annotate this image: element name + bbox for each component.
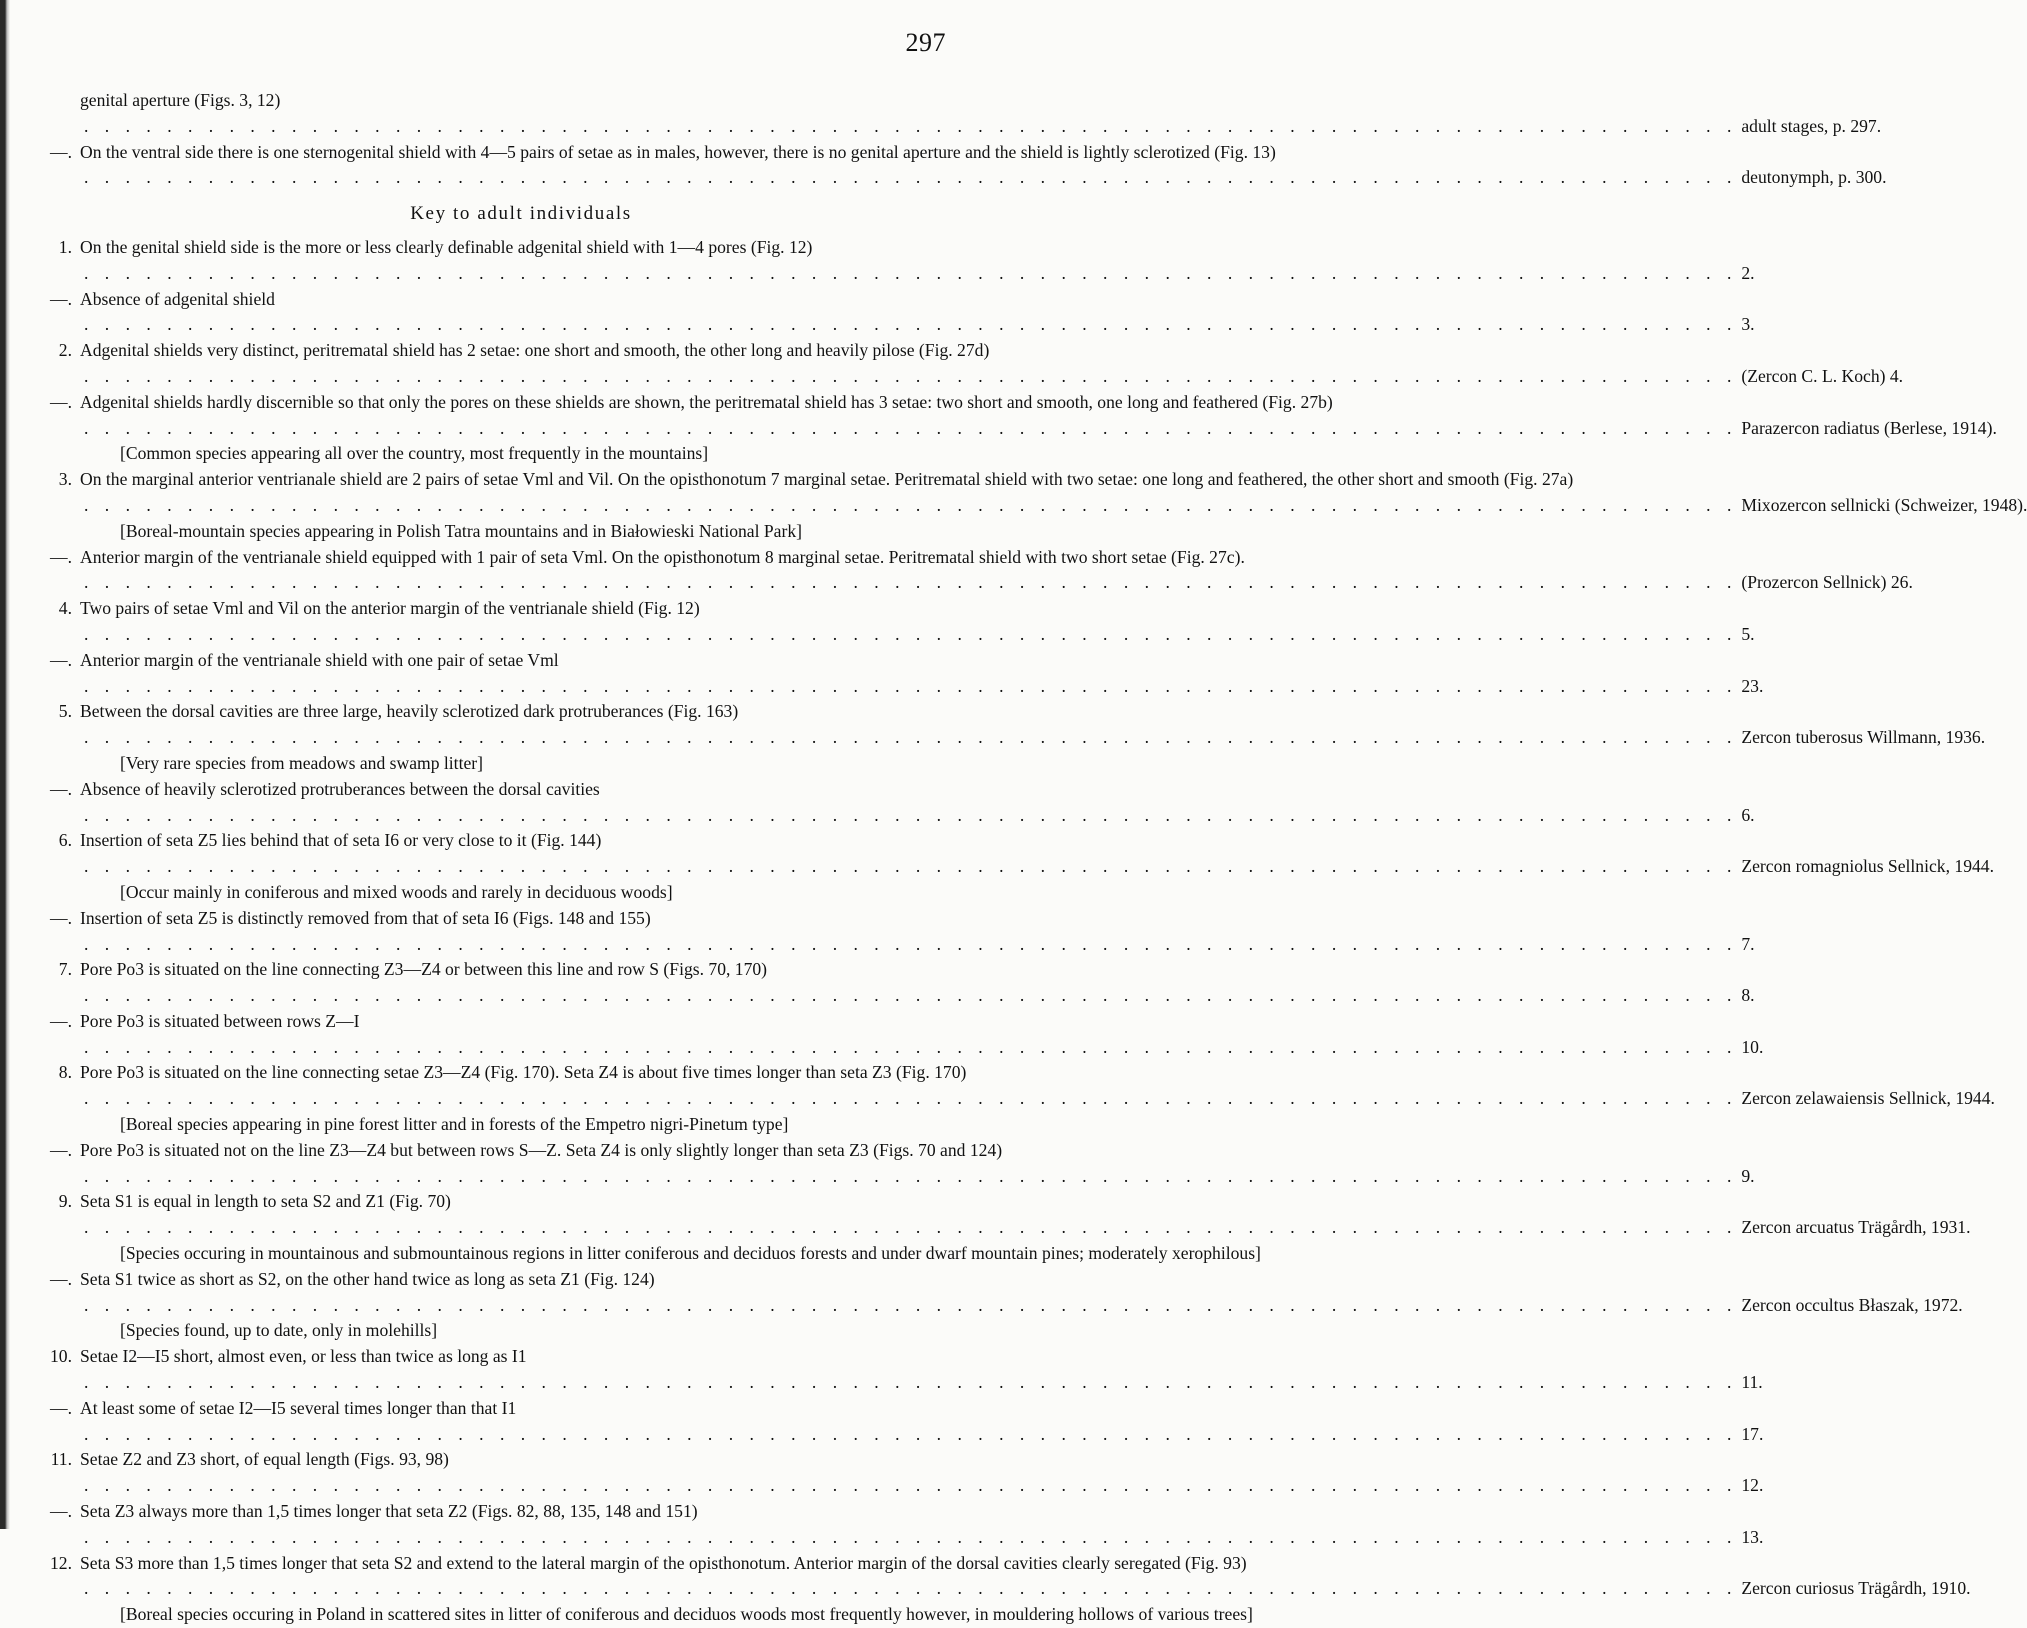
entry-body [80, 1447, 1763, 1499]
entry-number: 12. [50, 1552, 72, 1573]
entry-leader-line [80, 803, 1755, 829]
entry-number: 5. [58, 701, 72, 722]
entry-number [30, 88, 80, 140]
entry-note: [Common species appearing all over the country, most frequently in the mountains] [120, 443, 709, 464]
key-entry [30, 287, 1755, 339]
entry-text: Seta S3 more than 1,5 times longer that seta S2 and extend to the lateral margin of the opisthonotum. Anterior margin of the dorsal cavities clearly seregated (Fig. 93) [80, 1552, 1247, 1573]
leader-dots: . . . . . . . . . . . . . . . . . . . . . . . . . . . . . . . . . . . . . . . . . . . . . . . . . . . . . . . . . . . . . . . . . . . . . . . . . . . . . . . . [84, 856, 1738, 877]
key-entry [30, 699, 1986, 776]
entry-number: —. [50, 546, 72, 567]
entry-number: —. [50, 1010, 72, 1031]
entry-body [80, 287, 1755, 339]
entry-text: Two pairs of setae Vml and Vil on the anterior margin of the ventrianale shield (Fig. 12) [80, 598, 700, 619]
entry-text: Adgenital shields hardly discernible so that only the pores on these shields are shown, the peritrematal shield has 3 setae: two short and smooth, one long and feathered (Fig. 27b) [80, 391, 1333, 412]
key-entry [30, 906, 1755, 958]
entry-number: 1. [58, 236, 72, 257]
entry-text: Absence of heavily sclerotized protruberances between the dorsal cavities [80, 778, 600, 799]
entry-note: [Boreal-mountain species appearing in Polish Tatra mountains and in Białowieski National Park] [120, 520, 803, 541]
entry-reference: 5. [1741, 623, 1755, 644]
entry-leader-line [80, 114, 1881, 140]
leader-dots: . . . . . . . . . . . . . . . . . . . . . . . . . . . . . . . . . . . . . . . . . . . . . . . . . . . . . . . . . . . . . . . . . . . . . . . . . . . . . . . . [84, 1088, 1738, 1109]
entry-leader-line [80, 570, 1913, 596]
entry-leader-line [80, 854, 1994, 880]
key-entry [30, 1499, 1764, 1551]
leader-dots: . . . . . . . . . . . . . . . . . . . . . . . . . . . . . . . . . . . . . . . . . . . . . . . . . . . . . . . . . . . . . . . . . . . . . . . . . . . . . . . . [84, 1423, 1738, 1444]
entry-leader-line [80, 1293, 1963, 1319]
entry-note: [Very rare species from meadows and swamp litter] [120, 752, 483, 773]
entry-reference: 7. [1741, 933, 1755, 954]
entry-text: Pore Po3 is situated on the line connecting setae Z3—Z4 (Fig. 170). Seta Z4 is about five times longer than seta Z3 (Fig. 170) [80, 1062, 967, 1083]
entry-body [80, 906, 1755, 958]
entry-body [80, 467, 2027, 544]
key-entry [30, 596, 1755, 648]
entry-text: On the ventral side there is one sternogenital shield with 4—5 pairs of setae as in males, however, there is no genital aperture and the shield is lightly sclerotized (Fig. 13) [80, 141, 1276, 162]
entry-reference: 8. [1741, 985, 1755, 1006]
entry-leader-line [80, 983, 1755, 1009]
entry-leader-line [80, 493, 2027, 519]
entry-reference: Zercon tuberosus Willmann, 1936. [1741, 727, 1986, 748]
entry-body [80, 699, 1985, 776]
entry-text: Insertion of seta Z5 is distinctly removed from that of seta I6 (Figs. 148 and 155) [80, 907, 651, 928]
key-entry [30, 1009, 1764, 1061]
key-entry [30, 1138, 1755, 1190]
leader-dots: . . . . . . . . . . . . . . . . . . . . . . . . . . . . . . . . . . . . . . . . . . . . . . . . . . . . . . . . . . . . . . . . . . . . . . . . . . . . . . . . [84, 675, 1738, 696]
entry-text: Seta S1 is equal in length to seta S2 and Z1 (Fig. 70) [80, 1191, 451, 1212]
leader-dots: . . . . . . . . . . . . . . . . . . . . . . . . . . . . . . . . . . . . . . . . . . . . . . . . . . . . . . . . . . . . . . . . . . . . . . . . . . . . . . . . [84, 1475, 1738, 1496]
entry-leader-line [80, 1422, 1763, 1448]
key-entry [30, 1396, 1764, 1448]
key-entry [30, 235, 1755, 287]
leader-dots: . . . . . . . . . . . . . . . . . . . . . . . . . . . . . . . . . . . . . . . . . . . . . . . . . . . . . . . . . . . . . . . . . . . . . . . . . . . . . . . . [84, 985, 1738, 1006]
entry-reference: 10. [1741, 1036, 1764, 1057]
entry-leader-line [80, 312, 1755, 338]
page-number: 297 [905, 28, 946, 57]
entry-text: Adgenital shields very distinct, peritrematal shield has 2 setae: one short and smooth, the other long and heavily pilose (Fig. 27d) [80, 340, 990, 361]
leader-dots: . . . . . . . . . . . . . . . . . . . . . . . . . . . . . . . . . . . . . . . . . . . . . . . . . . . . . . . . . . . . . . . . . . . . . . . . . . . . . . . . [84, 933, 1738, 954]
entry-leader-line [80, 674, 1763, 700]
entry-body [80, 777, 1755, 829]
entry-number: —. [50, 1268, 72, 1289]
key-entry [30, 140, 1887, 192]
entry-reference: Parazercon radiatus (Berlese, 1914). [1741, 417, 1997, 438]
entry-text: Pore Po3 is situated not on the line Z3—Z4 but between rows S—Z. Seta Z4 is only slightly longer than seta Z3 (Figs. 70 and 124) [80, 1139, 1003, 1160]
entry-leader-line [80, 165, 1887, 191]
top-lines [30, 88, 1887, 191]
entry-number: 4. [58, 598, 72, 619]
leader-dots: . . . . . . . . . . . . . . . . . . . . . . . . . . . . . . . . . . . . . . . . . . . . . . . . . . . . . . . . . . . . . . . . . . . . . . . . . . . . . . . . [84, 572, 1738, 593]
entry-reference: adult stages, p. 297. [1741, 115, 1882, 136]
leader-dots: . . . . . . . . . . . . . . . . . . . . . . . . . . . . . . . . . . . . . . . . . . . . . . . . . . . . . . . . . . . . . . . . . . . . . . . . . . . . . . . . [84, 1372, 1738, 1393]
entry-leader-line [80, 932, 1755, 958]
entry-number: —. [50, 391, 72, 412]
leader-dots: . . . . . . . . . . . . . . . . . . . . . . . . . . . . . . . . . . . . . . . . . . . . . . . . . . . . . . . . . . . . . . . . . . . . . . . . . . . . . . . . [84, 727, 1738, 748]
entry-body [80, 1344, 1763, 1396]
key-entry [30, 1344, 1763, 1396]
key-entry [30, 648, 1764, 700]
entry-body [80, 235, 1755, 287]
entry-reference: Mixozercon sellnicki (Schweizer, 1948). [1741, 494, 2027, 515]
entry-body [80, 1009, 1763, 1061]
entry-body [80, 390, 1997, 467]
entry-text: At least some of setae I2—I5 several times longer than that I1 [80, 1397, 517, 1418]
entry-number: 3. [58, 469, 72, 490]
entry-note: [Species occuring in mountainous and submountainous regions in litter coniferous and deciduos forests and under dwarf mountain pines; moderately xerophilous] [120, 1243, 1261, 1264]
entry-number: —. [50, 778, 72, 799]
key-entry [30, 467, 2027, 544]
entry-text: Setae Z2 and Z3 short, of equal length (Figs. 93, 98) [80, 1449, 449, 1470]
key-entry [30, 390, 1997, 467]
entry-leader-line [80, 364, 1903, 390]
scan-edge [0, 0, 10, 1529]
entry-leader-line [80, 1525, 1763, 1551]
entry-text: Absence of adgenital shield [80, 288, 275, 309]
entry-leader-line [80, 1164, 1755, 1190]
entry-body [80, 1138, 1755, 1190]
entry-text: Insertion of seta Z5 lies behind that of seta I6 or very close to it (Fig. 144) [80, 830, 602, 851]
entry-body [80, 88, 1881, 140]
key-entry [30, 777, 1755, 829]
entry-text: Seta S1 twice as short as S2, on the other hand twice as long as seta Z1 (Fig. 124) [80, 1268, 655, 1289]
entry-number: 8. [58, 1062, 72, 1083]
entry-leader-line [80, 1473, 1763, 1499]
entry-body [80, 1060, 1995, 1137]
entry-number: 2. [58, 340, 72, 361]
leader-dots: . . . . . . . . . . . . . . . . . . . . . . . . . . . . . . . . . . . . . . . . . . . . . . . . . . . . . . . . . . . . . . . . . . . . . . . . . . . . . . . . [84, 417, 1738, 438]
entry-reference: (Prozercon Sellnick) 26. [1741, 572, 1913, 593]
leader-dots: . . . . . . . . . . . . . . . . . . . . . . . . . . . . . . . . . . . . . . . . . . . . . . . . . . . . . . . . . . . . . . . . . . . . . . . . . . . . . . . . [84, 167, 1738, 188]
key-entry [30, 545, 1913, 597]
leader-dots: . . . . . . . . . . . . . . . . . . . . . . . . . . . . . . . . . . . . . . . . . . . . . . . . . . . . . . . . . . . . . . . . . . . . . . . . . . . . . . . . [84, 115, 1738, 136]
entry-body [80, 957, 1755, 1009]
entry-text: genital aperture (Figs. 3, 12) [80, 90, 281, 110]
entry-text: Between the dorsal cavities are three large, heavily sclerotized dark protruberances (Fig. 163) [80, 701, 739, 722]
entry-note: [Occur mainly in coniferous and mixed woods and rarely in deciduous woods] [120, 881, 673, 902]
leader-dots: . . . . . . . . . . . . . . . . . . . . . . . . . . . . . . . . . . . . . . . . . . . . . . . . . . . . . . . . . . . . . . . . . . . . . . . . . . . . . . . . [84, 1036, 1738, 1057]
entry-number: 6. [58, 830, 72, 851]
leader-dots: . . . . . . . . . . . . . . . . . . . . . . . . . . . . . . . . . . . . . . . . . . . . . . . . . . . . . . . . . . . . . . . . . . . . . . . . . . . . . . . . [84, 494, 1738, 515]
entry-body [80, 338, 1903, 390]
entry-reference: 17. [1741, 1423, 1764, 1444]
entry-body [80, 828, 1994, 905]
entry-reference: Zercon curiosus Trägårdh, 1910. [1741, 1578, 1971, 1599]
key-entry [30, 88, 1882, 140]
entry-reference: Zercon romagniolus Sellnick, 1944. [1741, 856, 1994, 877]
entry-leader-line [80, 1086, 1995, 1112]
key-entry [30, 1060, 1995, 1137]
entry-body [80, 1267, 1963, 1344]
entry-reference: 2. [1741, 262, 1755, 283]
entry-number: 10. [50, 1346, 72, 1367]
section-heading: Key to adult individuals [410, 203, 632, 225]
entry-leader-line [80, 261, 1755, 287]
key-entry [30, 1551, 1971, 1628]
entry-body [80, 545, 1913, 597]
leader-dots: . . . . . . . . . . . . . . . . . . . . . . . . . . . . . . . . . . . . . . . . . . . . . . . . . . . . . . . . . . . . . . . . . . . . . . . . . . . . . . . . [84, 1217, 1738, 1238]
entry-reference: 13. [1741, 1526, 1764, 1547]
entry-number: —. [50, 907, 72, 928]
entry-text: Setae I2—I5 short, almost even, or less than twice as long as I1 [80, 1346, 527, 1367]
entry-reference: 11. [1741, 1372, 1763, 1393]
entry-number: 7. [58, 959, 72, 980]
entry-text: On the marginal anterior ventrianale shield are 2 pairs of setae Vml and Vil. On the opisthonotum 7 marginal setae. Peritrematal shield with two setae: one long and feathered, the other short and smooth (Fig. 27a) [80, 469, 1574, 490]
entry-body [80, 1551, 1971, 1628]
key-entry [30, 828, 1994, 905]
entry-reference: 6. [1741, 804, 1755, 825]
entry-leader-line [80, 622, 1755, 648]
key-entry [30, 1267, 1963, 1344]
entry-text: Anterior margin of the ventrianale shield equipped with 1 pair of seta Vml. On the opisthonotum 8 marginal setae. Peritrematal shield with two short setae (Fig. 27c). [80, 546, 1245, 567]
entry-reference: 23. [1741, 675, 1764, 696]
entry-note: [Species found, up to date, only in molehills] [120, 1320, 438, 1341]
entry-body [80, 1396, 1763, 1448]
entry-text: Seta Z3 always more than 1,5 times longer that seta Z2 (Figs. 82, 88, 135, 148 and 151) [80, 1501, 698, 1522]
key-entry [30, 338, 1904, 390]
entry-number: 11. [50, 1449, 72, 1470]
entry-body [80, 140, 1887, 192]
entry-note: [Boreal species appearing in pine forest litter and in forests of the Empetro nigri-Pinetum type] [120, 1114, 789, 1135]
entry-leader-line [80, 725, 1985, 751]
entry-leader-line [80, 1576, 1971, 1602]
entry-text: On the genital shield side is the more or less clearly definable adgenital shield with 1—4 pores (Fig. 12) [80, 236, 813, 257]
key-entry [30, 1447, 1764, 1499]
entry-leader-line [80, 1215, 1971, 1241]
entry-body [80, 1499, 1763, 1551]
entry-body [80, 1189, 1971, 1266]
key-entries [30, 235, 2027, 1628]
leader-dots: . . . . . . . . . . . . . . . . . . . . . . . . . . . . . . . . . . . . . . . . . . . . . . . . . . . . . . . . . . . . . . . . . . . . . . . . . . . . . . . . [84, 623, 1738, 644]
entry-number: —. [50, 141, 72, 162]
entry-reference: Zercon arcuatus Trägårdh, 1931. [1741, 1217, 1971, 1238]
entry-text: Pore Po3 is situated on the line connecting Z3—Z4 or between this line and row S (Figs. 70, 170) [80, 959, 768, 980]
entry-reference: (Zercon C. L. Koch) 4. [1741, 365, 1904, 386]
key-entry [30, 1189, 1971, 1266]
leader-dots: . . . . . . . . . . . . . . . . . . . . . . . . . . . . . . . . . . . . . . . . . . . . . . . . . . . . . . . . . . . . . . . . . . . . . . . . . . . . . . . . [84, 1294, 1738, 1315]
entry-number: —. [50, 649, 72, 670]
leader-dots: . . . . . . . . . . . . . . . . . . . . . . . . . . . . . . . . . . . . . . . . . . . . . . . . . . . . . . . . . . . . . . . . . . . . . . . . . . . . . . . . [84, 804, 1738, 825]
entry-number: —. [50, 1397, 72, 1418]
leader-dots: . . . . . . . . . . . . . . . . . . . . . . . . . . . . . . . . . . . . . . . . . . . . . . . . . . . . . . . . . . . . . . . . . . . . . . . . . . . . . . . . [84, 262, 1738, 283]
entry-leader-line [80, 1370, 1763, 1396]
entry-body [80, 648, 1763, 700]
page-content [30, 88, 2027, 1628]
entry-reference: 12. [1741, 1475, 1764, 1496]
leader-dots: . . . . . . . . . . . . . . . . . . . . . . . . . . . . . . . . . . . . . . . . . . . . . . . . . . . . . . . . . . . . . . . . . . . . . . . . . . . . . . . . [84, 1578, 1738, 1599]
entry-reference: 9. [1741, 1165, 1755, 1186]
key-entry [30, 957, 1755, 1009]
entry-body [80, 596, 1755, 648]
leader-dots: . . . . . . . . . . . . . . . . . . . . . . . . . . . . . . . . . . . . . . . . . . . . . . . . . . . . . . . . . . . . . . . . . . . . . . . . . . . . . . . . [84, 314, 1738, 335]
entry-note: [Boreal species occuring in Poland in scattered sites in litter of coniferous and deciduos woods most frequently however, in mouldering hollows of various trees] [120, 1604, 1253, 1625]
leader-dots: . . . . . . . . . . . . . . . . . . . . . . . . . . . . . . . . . . . . . . . . . . . . . . . . . . . . . . . . . . . . . . . . . . . . . . . . . . . . . . . . [84, 1165, 1738, 1186]
leader-dots: . . . . . . . . . . . . . . . . . . . . . . . . . . . . . . . . . . . . . . . . . . . . . . . . . . . . . . . . . . . . . . . . . . . . . . . . . . . . . . . . [84, 365, 1738, 386]
entry-number: 9. [58, 1191, 72, 1212]
entry-text: Anterior margin of the ventrianale shield with one pair of setae Vml [80, 649, 559, 670]
entry-number: —. [50, 1501, 72, 1522]
entry-number: —. [50, 1139, 72, 1160]
entry-leader-line [80, 416, 1997, 442]
leader-dots: . . . . . . . . . . . . . . . . . . . . . . . . . . . . . . . . . . . . . . . . . . . . . . . . . . . . . . . . . . . . . . . . . . . . . . . . . . . . . . . . [84, 1526, 1738, 1547]
entry-reference: 3. [1741, 314, 1755, 335]
entry-reference: deutonymph, p. 300. [1741, 167, 1887, 188]
entry-reference: Zercon zelawaiensis Sellnick, 1944. [1741, 1088, 1995, 1109]
entry-reference: Zercon occultus Błaszak, 1972. [1741, 1294, 1963, 1315]
entry-text: Pore Po3 is situated between rows Z—I [80, 1010, 360, 1031]
entry-number: —. [50, 288, 72, 309]
entry-leader-line [80, 1035, 1763, 1061]
